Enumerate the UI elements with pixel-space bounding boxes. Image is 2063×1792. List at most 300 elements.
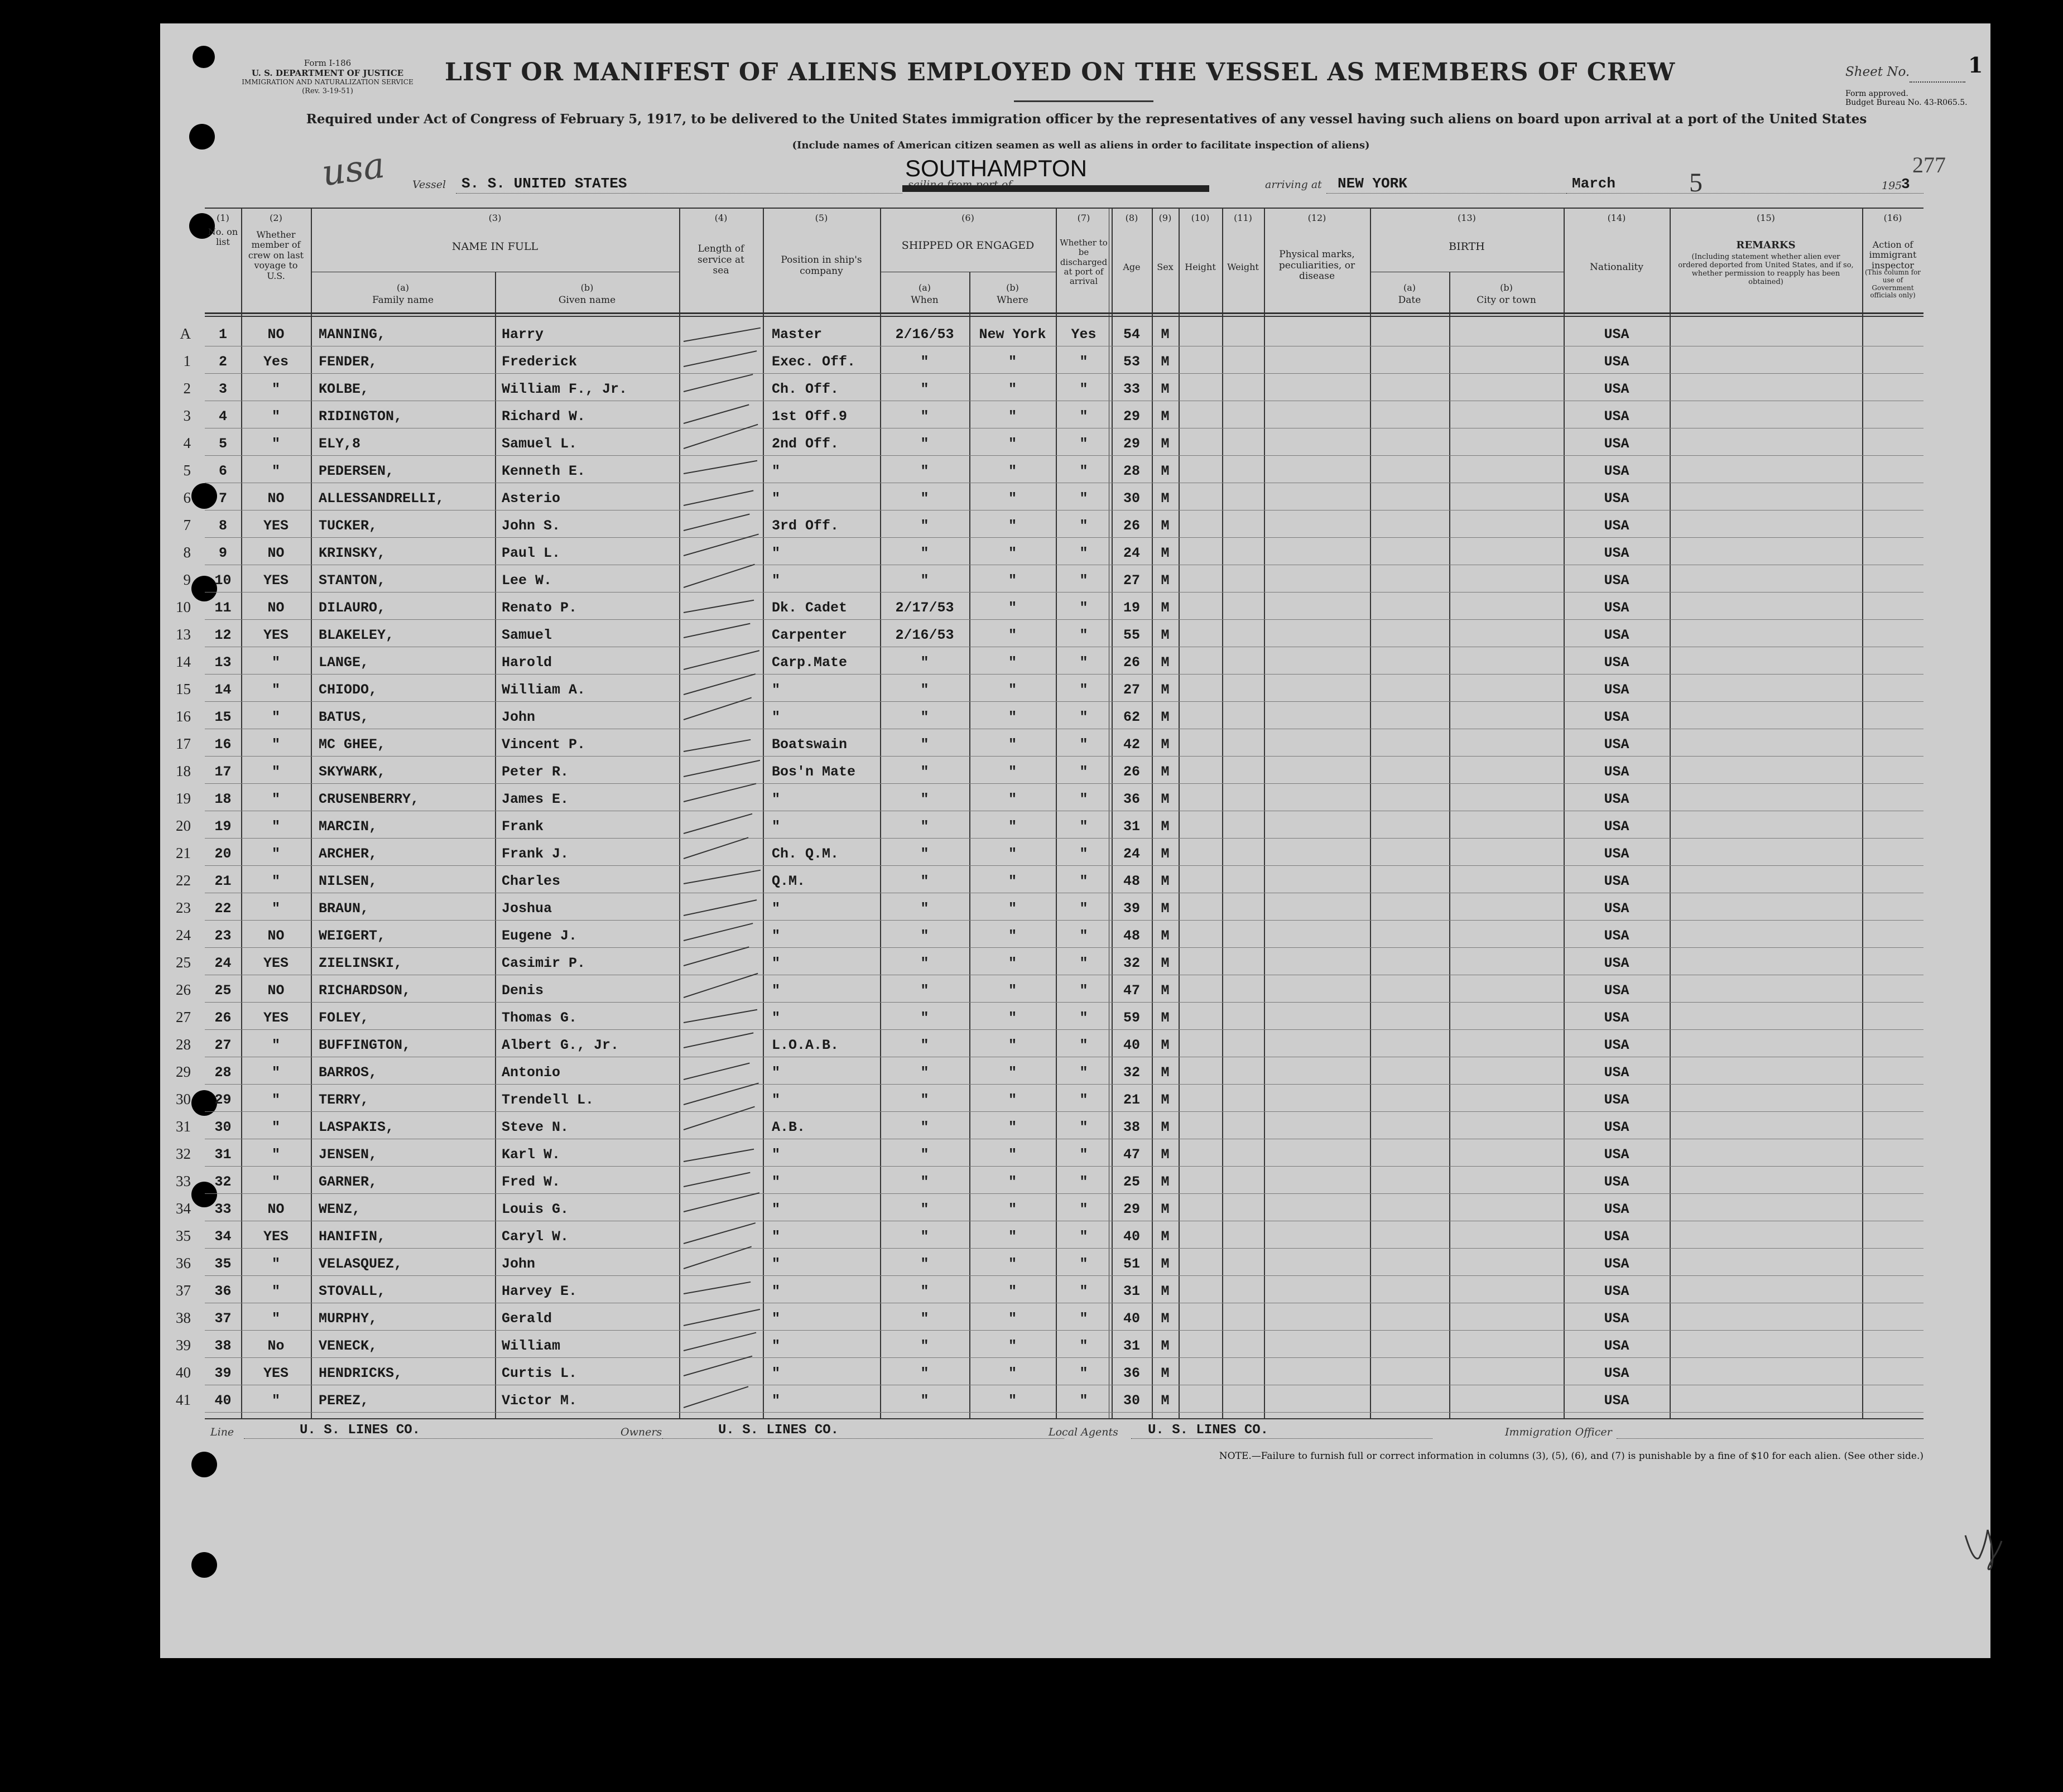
given-name: Vincent P. [502, 736, 586, 753]
sex: M [1161, 1229, 1170, 1245]
position: " [772, 545, 781, 561]
list-number: 25 [214, 982, 232, 999]
family-name: JENSEN, [319, 1147, 378, 1163]
col-number: (4) [714, 213, 728, 223]
pencil-mark [684, 1063, 750, 1080]
discharged: " [1079, 545, 1088, 561]
family-name: CHIODO, [319, 682, 378, 698]
shipped-where: " [1008, 1174, 1017, 1190]
nationality: USA [1604, 1064, 1629, 1081]
sex: M [1161, 1311, 1170, 1327]
margin-line-number: 41 [176, 1391, 191, 1408]
position: " [772, 1201, 781, 1217]
margin-line-number: 10 [176, 599, 191, 615]
pencil-mark [684, 623, 751, 638]
position: " [772, 928, 781, 944]
prev-voyage: " [271, 1064, 280, 1081]
col-number: (16) [1883, 213, 1902, 223]
discharged: " [1079, 709, 1088, 725]
discharged: " [1079, 1311, 1088, 1327]
discharged: " [1079, 1010, 1088, 1026]
position: 1st Off.9 [772, 408, 848, 425]
officer-rule [1617, 1438, 1923, 1439]
age: 59 [1123, 1010, 1140, 1026]
pencil-mark [684, 460, 757, 474]
discharged: " [1079, 1365, 1088, 1381]
position: Carpenter [772, 627, 848, 643]
discharged: " [1079, 873, 1088, 889]
prev-voyage: NO [267, 490, 285, 507]
age: 31 [1123, 818, 1140, 835]
year-prefix: 195 [1882, 180, 1902, 192]
shipped-when: " [920, 1119, 929, 1135]
nationality: USA [1604, 682, 1629, 698]
shipped-where: " [1008, 1256, 1017, 1272]
prev-voyage: " [271, 1311, 280, 1327]
col-number: (3) [488, 213, 502, 223]
prev-voyage: " [271, 709, 280, 725]
col-number: (15) [1757, 213, 1775, 223]
table-row [160, 1115, 1990, 1142]
prev-voyage: YES [263, 518, 288, 534]
margin-line-number: 9 [183, 571, 191, 588]
list-number: 29 [214, 1092, 232, 1108]
shipped-where: " [1008, 354, 1017, 370]
discharged: " [1079, 764, 1088, 780]
nationality: USA [1604, 518, 1629, 534]
position: " [772, 1147, 781, 1163]
given-name: Antonio [502, 1064, 561, 1081]
nationality: USA [1604, 1256, 1629, 1272]
given-name: James E. [502, 791, 569, 807]
list-number: 36 [214, 1283, 232, 1299]
table-row [160, 1033, 1990, 1060]
shipped-where: " [1008, 436, 1017, 452]
prev-voyage: No [267, 1338, 285, 1354]
sex: M [1161, 1119, 1170, 1135]
given-name: Frederick [502, 354, 578, 370]
discharged: " [1079, 1338, 1088, 1354]
family-name: TERRY, [319, 1092, 369, 1108]
sex: M [1161, 1365, 1170, 1381]
prev-voyage: YES [263, 572, 288, 589]
discharged: " [1079, 1174, 1088, 1190]
col-header-weight: Weight [1227, 262, 1259, 272]
year-suffix: 3 [1901, 176, 1910, 192]
pencil-mark [684, 1386, 749, 1408]
agents-company: U. S. LINES CO. [1148, 1423, 1269, 1438]
list-number: 31 [214, 1147, 232, 1163]
given-name: Charles [502, 873, 561, 889]
discharged: " [1079, 381, 1088, 397]
table-row [160, 568, 1990, 595]
prev-voyage: NO [267, 326, 285, 343]
shipped-where: " [1008, 928, 1017, 944]
agents-rule [1131, 1438, 1432, 1439]
margin-line-number: 30 [176, 1091, 191, 1107]
shipped-where: " [1008, 1147, 1017, 1163]
margin-line-number: 27 [176, 1009, 191, 1025]
col-header-action: Action of immigrant inspector [1869, 239, 1917, 271]
col-header-birth-city: City or town [1477, 295, 1536, 306]
given-name: Harvey E. [502, 1283, 578, 1299]
list-number: 10 [214, 572, 232, 589]
pencil-mark [684, 564, 755, 588]
given-name: Samuel L. [502, 436, 578, 452]
pencil-mark [684, 923, 753, 941]
discharged: " [1079, 955, 1088, 971]
position: " [772, 900, 781, 917]
shipped-when: " [920, 1092, 929, 1108]
shipped-when: " [920, 1147, 929, 1163]
position: " [772, 463, 781, 479]
position: " [772, 1338, 781, 1354]
shipped-where: " [1008, 982, 1017, 999]
port-strike [902, 185, 1209, 192]
age: 55 [1123, 627, 1140, 643]
age: 26 [1123, 764, 1140, 780]
sex: M [1161, 736, 1170, 753]
table-row [160, 896, 1990, 923]
shipped-when: " [920, 381, 929, 397]
prev-voyage: YES [263, 955, 288, 971]
family-name: RICHARDSON, [319, 982, 411, 999]
col-header-length: Length of service at sea [698, 243, 744, 277]
pencil-mark [684, 1332, 757, 1351]
col-sub: (b) [580, 282, 594, 293]
prev-voyage: " [271, 1092, 280, 1108]
col-sub: (a) [396, 282, 410, 293]
discharged: " [1079, 1037, 1088, 1053]
pencil-mark [684, 1172, 751, 1187]
col-number: (10) [1191, 213, 1210, 223]
table-row [160, 732, 1990, 759]
list-number: 8 [218, 518, 227, 534]
nationality: USA [1604, 818, 1629, 835]
position: Exec. Off. [772, 354, 856, 370]
table-row [160, 1251, 1990, 1279]
list-number: 22 [214, 900, 232, 917]
given-name: William A. [502, 682, 586, 698]
nationality: USA [1604, 1092, 1629, 1108]
shipped-where: " [1008, 900, 1017, 917]
age: 38 [1123, 1119, 1140, 1135]
margin-line-number: 4 [183, 435, 191, 451]
sex: M [1161, 1147, 1170, 1163]
pencil-mark [684, 514, 750, 531]
table-row [160, 431, 1990, 459]
shipped-when: " [920, 955, 929, 971]
col-header-sex: Sex [1157, 262, 1174, 272]
prev-voyage: " [271, 900, 280, 917]
shipped-where: " [1008, 764, 1017, 780]
given-name: Fred W. [502, 1174, 561, 1190]
age: 30 [1123, 490, 1140, 507]
table-header-bottom-2 [205, 316, 1923, 317]
table-row [160, 1279, 1990, 1306]
family-name: WEIGERT, [319, 928, 386, 944]
position: Q.M. [772, 873, 806, 889]
table-row [160, 1306, 1990, 1333]
family-name: KOLBE, [319, 381, 369, 397]
handwritten-number: 277 [1912, 152, 1946, 177]
pencil-mark [684, 1032, 754, 1048]
position: " [772, 1064, 781, 1081]
prev-voyage: NO [267, 600, 285, 616]
nationality: USA [1604, 736, 1629, 753]
shipped-where: " [1008, 545, 1017, 561]
age: 40 [1123, 1037, 1140, 1053]
table-row [160, 459, 1990, 486]
age: 29 [1123, 408, 1140, 425]
position: " [772, 709, 781, 725]
sex: M [1161, 1201, 1170, 1217]
prev-voyage: " [271, 1037, 280, 1053]
nationality: USA [1604, 873, 1629, 889]
col-sub: (a) [1403, 282, 1416, 293]
prev-voyage: NO [267, 1201, 285, 1217]
shipped-where: " [1008, 818, 1017, 835]
col-header-remarks: REMARKS [1736, 239, 1796, 251]
table-row [160, 513, 1990, 541]
family-name: STOVALL, [319, 1283, 386, 1299]
shipped-when: " [920, 1037, 929, 1053]
pencil-mark [684, 899, 757, 916]
col-header-age: Age [1123, 262, 1141, 272]
table-row [160, 1333, 1990, 1361]
given-name: Frank [502, 818, 544, 835]
shipped-when: " [920, 354, 929, 370]
shipped-when: " [920, 1256, 929, 1272]
list-number: 26 [214, 1010, 232, 1026]
nationality: USA [1604, 764, 1629, 780]
family-name: ARCHER, [319, 846, 378, 862]
table-row [160, 923, 1990, 951]
table-row [160, 1224, 1990, 1251]
age: 54 [1123, 326, 1140, 343]
nationality: USA [1604, 654, 1629, 671]
col-header-where: Where [997, 295, 1028, 306]
margin-line-number: 16 [176, 708, 191, 725]
pencil-mark [684, 1309, 760, 1326]
family-name: MANNING, [319, 326, 386, 343]
punch-hole [193, 46, 215, 68]
family-name: BARROS, [319, 1064, 378, 1081]
position: " [772, 1393, 781, 1409]
nationality: USA [1604, 490, 1629, 507]
col-header-discharged: Whether to be discharged at port of arrival [1060, 238, 1108, 286]
col-header-action-sub: (This column for use of Government officials only) [1864, 268, 1921, 300]
family-name: PEDERSEN, [319, 463, 395, 479]
vessel-label: Vessel [412, 179, 446, 191]
shipped-when: " [920, 818, 929, 835]
shipped-when: " [920, 1338, 929, 1354]
list-number: 4 [218, 408, 227, 425]
nationality: USA [1604, 709, 1629, 725]
nationality: USA [1604, 982, 1629, 999]
shipped-where: " [1008, 1365, 1017, 1381]
sex: M [1161, 1010, 1170, 1026]
list-number: 18 [214, 791, 232, 807]
given-name: Trendell L. [502, 1092, 594, 1108]
age: 26 [1123, 518, 1140, 534]
table-row [160, 759, 1990, 787]
footer-note: NOTE.—Failure to furnish full or correct information in columns (3), (5), (6), and (7) is punishable by a fine of $10 for each alien. (See other side.) [1219, 1451, 1923, 1462]
margin-line-number: 15 [176, 681, 191, 697]
shipped-where: " [1008, 1283, 1017, 1299]
margin-line-number: 8 [183, 544, 191, 561]
discharged: " [1079, 1092, 1088, 1108]
pencil-mark [684, 350, 757, 367]
table-row [160, 951, 1990, 978]
list-number: 24 [214, 955, 232, 971]
prev-voyage: Yes [263, 354, 288, 370]
nationality: USA [1604, 900, 1629, 917]
col-header-family: Family name [372, 295, 434, 306]
margin-line-number: 33 [176, 1173, 191, 1189]
given-name: Frank J. [502, 846, 569, 862]
col-number: (12) [1307, 213, 1326, 223]
shipped-when: " [920, 928, 929, 944]
discharged: " [1079, 627, 1088, 643]
discharged: " [1079, 818, 1088, 835]
margin-line-number: 2 [183, 380, 191, 397]
list-number: 39 [214, 1365, 232, 1381]
shipped-when: " [920, 1311, 929, 1327]
shipped-when: " [920, 654, 929, 671]
list-number: 13 [214, 654, 232, 671]
shipped-where: " [1008, 1119, 1017, 1135]
age: 48 [1123, 873, 1140, 889]
line-label: Line [210, 1426, 234, 1438]
age: 36 [1123, 791, 1140, 807]
sex: M [1161, 1092, 1170, 1108]
position: " [772, 818, 781, 835]
shipped-where: " [1008, 1037, 1017, 1053]
family-name: HENDRICKS, [319, 1365, 403, 1381]
nationality: USA [1604, 1174, 1629, 1190]
margin-line-number: 28 [176, 1036, 191, 1053]
position: " [772, 1229, 781, 1245]
pencil-mark [684, 600, 754, 613]
position: " [772, 1365, 781, 1381]
owners-company: U. S. LINES CO. [718, 1423, 839, 1438]
list-number: 30 [214, 1119, 232, 1135]
shipped-where: " [1008, 955, 1017, 971]
required-text: Required under Act of Congress of February 5, 1917, to be delivered to the United States immigration officer by the representatives of any vessel having such aliens on board upon arrival at a port of the United States [306, 112, 1867, 127]
given-name: Denis [502, 982, 544, 999]
margin-line-number: 17 [176, 735, 191, 752]
shipped-where: " [1008, 791, 1017, 807]
position: Master [772, 326, 823, 343]
pencil-mark [684, 650, 759, 670]
sex: M [1161, 381, 1170, 397]
port-of-departure: SOUTHAMPTON [905, 155, 1087, 181]
margin-line-number: 14 [176, 653, 191, 670]
shipped-when: " [920, 846, 929, 862]
nationality: USA [1604, 545, 1629, 561]
punch-hole [189, 124, 215, 150]
prev-voyage: " [271, 873, 280, 889]
given-name: Curtis L. [502, 1365, 578, 1381]
pencil-mark [684, 760, 760, 777]
age: 36 [1123, 1365, 1140, 1381]
family-name: VELASQUEZ, [319, 1256, 403, 1272]
sex: M [1161, 326, 1170, 343]
nationality: USA [1604, 1393, 1629, 1409]
margin-line-number: 25 [176, 954, 191, 971]
page-title: LIST OR MANIFEST OF ALIENS EMPLOYED ON THE VESSEL AS MEMBERS OF CREW [445, 58, 1676, 86]
shipped-where: " [1008, 408, 1017, 425]
service: IMMIGRATION AND NATURALIZATION SERVICE [242, 78, 413, 86]
table-row [160, 869, 1990, 896]
age: 29 [1123, 1201, 1140, 1217]
given-name: Lee W. [502, 572, 552, 589]
given-name: William F., Jr. [502, 381, 628, 397]
shipped-where: " [1008, 1201, 1017, 1217]
age: 39 [1123, 900, 1140, 917]
sailing-label: sailing from port of [908, 179, 1012, 191]
col-number: (1) [217, 213, 229, 223]
shipped-when: " [920, 572, 929, 589]
prev-voyage: " [271, 1283, 280, 1299]
margin-line-number: 37 [176, 1282, 191, 1299]
list-number: 3 [218, 381, 227, 397]
shipped-when: 2/17/53 [895, 600, 954, 616]
col-number: (7) [1077, 213, 1090, 223]
table-row [160, 841, 1990, 869]
col-number: (14) [1607, 213, 1626, 223]
discharged: " [1079, 1256, 1088, 1272]
prev-voyage: " [271, 818, 280, 835]
position: " [772, 1283, 781, 1299]
family-name: MURPHY, [319, 1311, 378, 1327]
shipped-when: " [920, 709, 929, 725]
shipped-where: " [1008, 682, 1017, 698]
shipped-where: " [1008, 1064, 1017, 1081]
sex: M [1161, 518, 1170, 534]
table-row [160, 1087, 1990, 1115]
line-rule [244, 1438, 679, 1439]
prev-voyage: " [271, 736, 280, 753]
sex: M [1161, 1174, 1170, 1190]
margin-line-number: 21 [176, 845, 191, 861]
sex: M [1161, 955, 1170, 971]
sex: M [1161, 463, 1170, 479]
family-name: PEREZ, [319, 1393, 369, 1409]
table-top-rule [205, 208, 1923, 209]
nationality: USA [1604, 1311, 1629, 1327]
position: Ch. Off. [772, 381, 839, 397]
shipped-when: " [920, 1174, 929, 1190]
table-row [160, 1142, 1990, 1169]
nationality: USA [1604, 1201, 1629, 1217]
table-row [160, 1005, 1990, 1033]
position: Carp.Mate [772, 654, 848, 671]
age: 51 [1123, 1256, 1140, 1272]
position: " [772, 791, 781, 807]
discharged: " [1079, 736, 1088, 753]
shipped-when: " [920, 408, 929, 425]
list-number: 17 [214, 764, 232, 780]
age: 48 [1123, 928, 1140, 944]
prev-voyage: NO [267, 982, 285, 999]
owners-rule [662, 1438, 1064, 1439]
discharged: " [1079, 600, 1088, 616]
given-name: Renato P. [502, 600, 578, 616]
position: A.B. [772, 1119, 806, 1135]
table-row [160, 377, 1990, 404]
